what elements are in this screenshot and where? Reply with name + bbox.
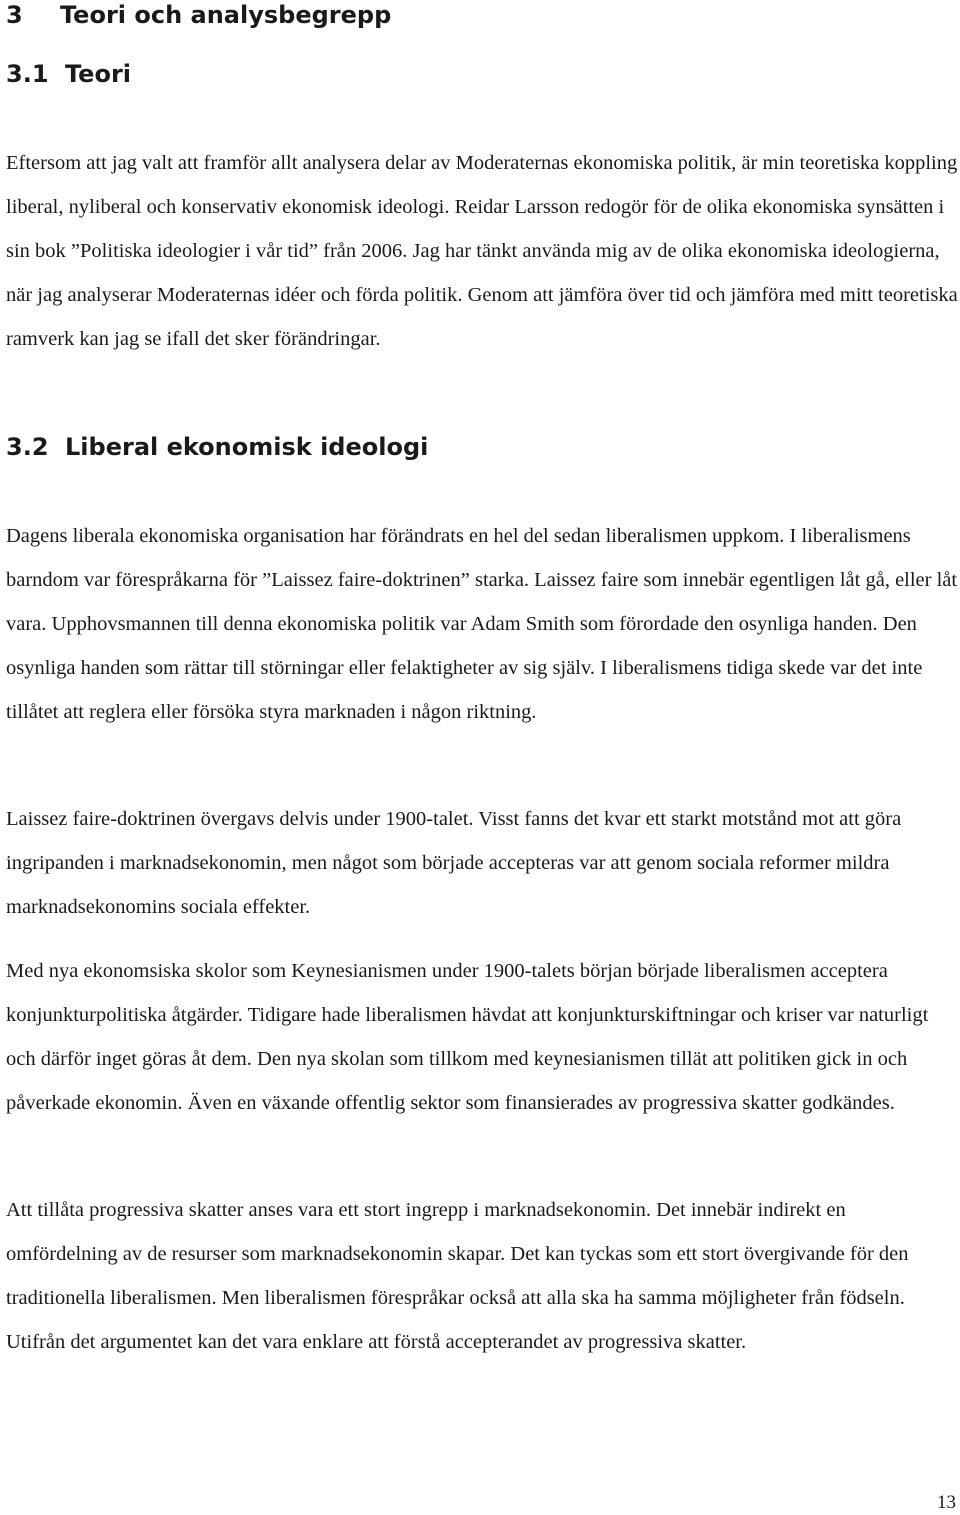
section-title-3-1: Teori [65,60,132,88]
chapter-heading [6,0,391,30]
paragraph-3-2-3: Med nya ekonomsiska skolor som Keynesianismen under 1900-talets början började liberalismen acceptera konjunkturpolitiska åtgärder. Tidigare hade liberalismen hävdat att konjunkturskiftningar och kriser var naturligt och därför inget göras åt dem. Den nya skolan som tillkom med keynesianismen tillät att politiken gick in och påverkade ekonomin. Även en växande offentlig sektor som finansierades av progressiva skatter godkändes. [6,960,929,1114]
section-number-3-1: 3.1 [6,60,49,88]
paragraph-3-2-2: Laissez faire-doktrinen övergavs delvis under 1900-talet. Visst fanns det kvar ett starkt motstånd mot att göra ingripanden i marknadsekonomin, men något som började accepteras var att genom sociala reformer mildra marknadsekonomins sociala effekter. [6,808,902,918]
section-number-3-2: 3.2 [6,433,49,461]
paragraph-3-1-1: Eftersom att jag valt att framför allt analysera delar av Moderaternas ekonomiska politik, är min teoretiska koppling liberal, nyliberal och konservativ ekonomisk ideologi. Reidar Larsson redogör för de olika ekonomiska synsätten i sin bok ”Politiska ideologier i vår tid” från 2006. Jag har tänkt använda mig av de olika ekonomiska ideologierna, när jag analyserar Moderaternas idéer och förda politik. Genom att jämföra över tid och jämföra med mitt teoretiska ramverk kan jag se ifall det sker förändringar. [6,152,958,350]
section-title-3-2: Liberal ekonomisk ideologi [65,433,429,461]
section-heading-3-1 [6,59,131,89]
paragraph-3-2-1: Dagens liberala ekonomiska organisation har förändrats en hel del sedan liberalismen uppkom. I liberalismens barndom var förespråkarna för ”Laissez faire-doktrinen” starka. Laissez faire som innebär egentligen låt gå, eller låt vara. Upphovsmannen till denna ekonomiska politik var Adam Smith som förordade den osynliga handen. Den osynliga handen som rättar till störningar eller felaktigheter av sig själv. I liberalismens tidiga skede var det inte tillåtet att reglera eller försöka styra marknaden i någon riktning. [6,525,958,723]
chapter-number: 3 [6,1,23,29]
chapter-title: Teori och analysbegrepp [60,1,392,29]
paragraph-3-2-4: Att tillåta progressiva skatter anses vara ett stort ingrepp i marknadsekonomin. Det innebär indirekt en omfördelning av de resurser som marknadsekonomin skapar. Det kan tyckas som ett stort övergivande för den traditionella liberalismen. Men liberalismen förespråkar också att alla ska ha samma möjligheter från födseln. Utifrån det argumentet kan det vara enklare att förstå accepterandet av progressiva skatter. [6,1199,909,1353]
section-heading-3-2 [6,432,428,462]
page-number: 13 [937,1492,956,1513]
